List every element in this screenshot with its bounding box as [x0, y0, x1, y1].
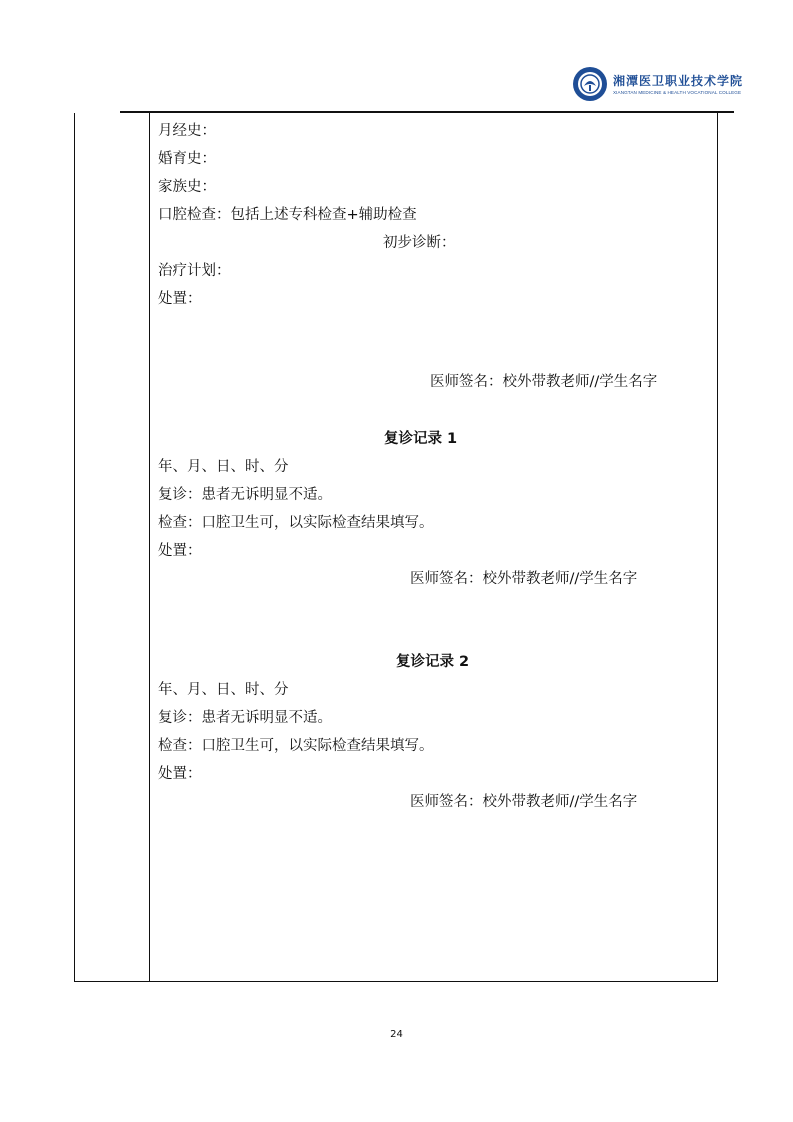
logo-chinese-name: 湘潭医卫职业技术学院 — [613, 74, 744, 88]
marital-history-label: 婚育史： — [158, 151, 216, 167]
logo-english-name: XIANGTAN MEDICINE & HEALTH VOCATIONAL COLLEGE — [613, 90, 742, 95]
followup-2-signature: 医师签名：校外带教老师//学生名字 — [410, 794, 638, 810]
followup-2-disposal: 处置： — [158, 766, 202, 782]
followup-2-revisit: 复诊：患者无诉明显不适。 — [158, 710, 332, 726]
college-emblem-icon — [572, 66, 608, 102]
table-column-divider — [149, 113, 150, 982]
doctor-signature: 医师签名：校外带教老师//学生名字 — [430, 374, 658, 390]
preliminary-diagnosis-label: 初步诊断： — [383, 235, 456, 251]
followup-2-datetime: 年、月、日、时、分 — [158, 682, 289, 698]
followup-1-signature: 医师签名：校外带教老师//学生名字 — [410, 571, 638, 587]
followup-2-title: 复诊记录 2 — [396, 654, 470, 670]
disposal-label: 处置： — [158, 291, 202, 307]
family-history-label: 家族史： — [158, 179, 216, 195]
college-logo — [572, 66, 744, 106]
followup-2-exam: 检查：口腔卫生可，以实际检查结果填写。 — [158, 738, 434, 754]
followup-1-title: 复诊记录 1 — [384, 431, 458, 447]
treatment-plan-label: 治疗计划： — [158, 263, 231, 279]
followup-1-exam: 检查：口腔卫生可，以实际检查结果填写。 — [158, 515, 434, 531]
followup-1-revisit: 复诊：患者无诉明显不适。 — [158, 487, 332, 503]
oral-exam-label: 口腔检查：包括上述专科检查+辅助检查 — [158, 207, 417, 223]
followup-1-disposal: 处置： — [158, 543, 202, 559]
followup-1-datetime: 年、月、日、时、分 — [158, 459, 289, 475]
menstrual-history-label: 月经史： — [158, 123, 216, 139]
page-number: 24 — [390, 1029, 403, 1040]
